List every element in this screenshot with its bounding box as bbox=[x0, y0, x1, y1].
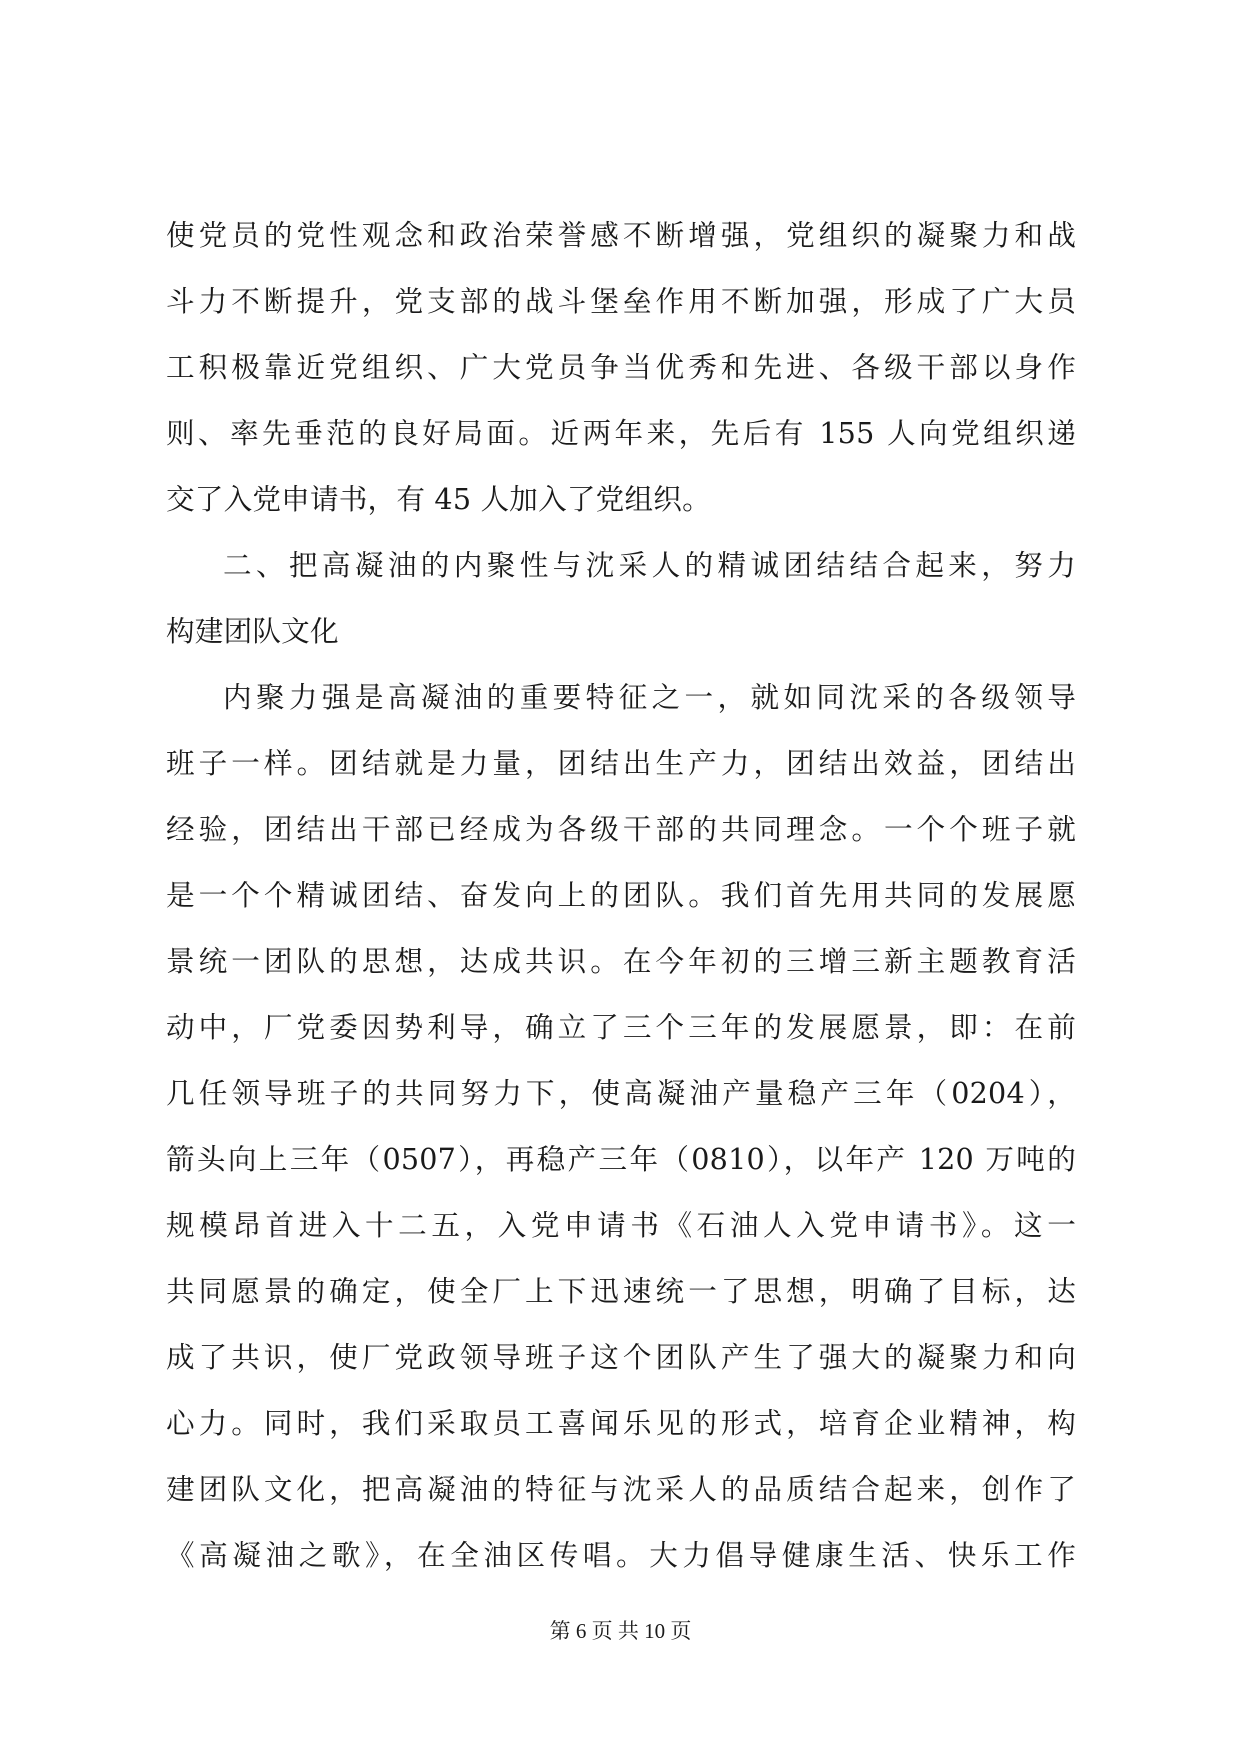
text-line: 则、率先垂范的良好局面。近两年来，先后有 155 人向党组织递 bbox=[166, 416, 1076, 450]
body-text bbox=[166, 202, 1076, 1588]
text-line: 建团队文化，把高凝油的特征与沈采人的品质结合起来，创作了 bbox=[166, 1472, 1076, 1506]
text-line: 箭头向上三年（0507），再稳产三年（0810），以年产 120 万吨的 bbox=[166, 1142, 1076, 1176]
text-line: 斗力不断提升，党支部的战斗堡垒作用不断加强，形成了广大员 bbox=[166, 284, 1076, 318]
text-line: 班子一样。团结就是力量，团结出生产力，团结出效益，团结出 bbox=[166, 746, 1076, 780]
text-line: 《高凝油之歌》，在全油区传唱。大力倡导健康生活、快乐工作 bbox=[166, 1538, 1076, 1572]
text-line: 规模昂首进入十二五，入党申请书《石油人入党申请书》。这一 bbox=[166, 1208, 1076, 1242]
page-number-footer: 第 6 页 共 10 页 bbox=[549, 1619, 692, 1643]
text-line: 内聚力强是高凝油的重要特征之一，就如同沈采的各级领导 bbox=[223, 680, 1076, 714]
text-line: 共同愿景的确定，使全厂上下迅速统一了思想，明确了目标，达 bbox=[166, 1274, 1076, 1308]
text-line: 经验，团结出干部已经成为各级干部的共同理念。一个个班子就 bbox=[166, 812, 1076, 846]
text-line: 心力。同时，我们采取员工喜闻乐见的形式，培育企业精神，构 bbox=[166, 1406, 1076, 1440]
section-heading-line: 构建团队文化 bbox=[166, 614, 339, 648]
text-line: 成了共识，使厂党政领导班子这个团队产生了强大的凝聚力和向 bbox=[166, 1340, 1076, 1374]
text-line: 交了入党申请书，有 45 人加入了党组织。 bbox=[166, 482, 711, 516]
section-heading-line: 二、把高凝油的内聚性与沈采人的精诚团结结合起来，努力 bbox=[223, 548, 1076, 582]
text-line: 动中，厂党委因势利导，确立了三个三年的发展愿景，即：在前 bbox=[166, 1010, 1076, 1044]
text-line: 是一个个精诚团结、奋发向上的团队。我们首先用共同的发展愿 bbox=[166, 878, 1076, 912]
text-line: 使党员的党性观念和政治荣誉感不断增强，党组织的凝聚力和战 bbox=[166, 218, 1076, 252]
text-line: 工积极靠近党组织、广大党员争当优秀和先进、各级干部以身作 bbox=[166, 350, 1076, 384]
text-line: 几任领导班子的共同努力下，使高凝油产量稳产三年（0204）， bbox=[166, 1076, 1076, 1110]
text-line: 景统一团队的思想，达成共识。在今年初的三增三新主题教育活 bbox=[166, 944, 1076, 978]
